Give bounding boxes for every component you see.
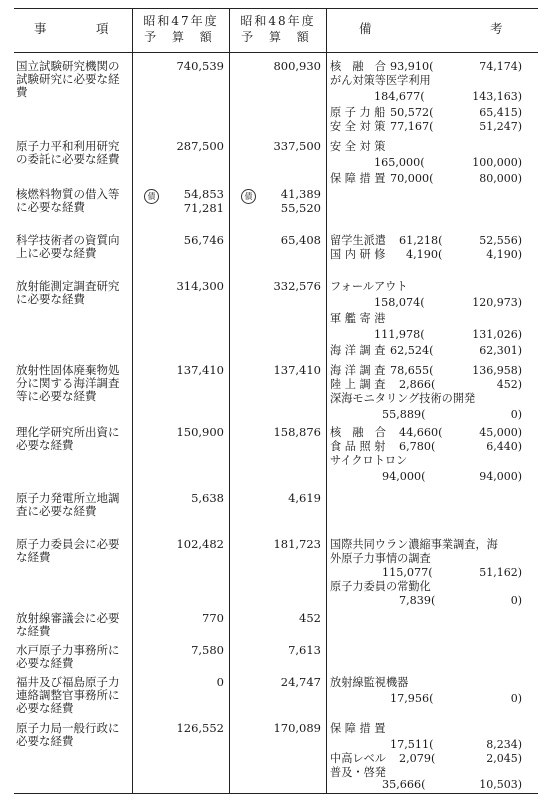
row-item: 水戸原子力事務所に必要な経費 xyxy=(16,643,120,670)
remark-prev: 51,247) xyxy=(479,120,522,133)
remark-value: 17,511( xyxy=(390,738,434,751)
fy47-amount: 54,853 xyxy=(183,187,224,201)
remark-value: 184,677( xyxy=(374,90,425,103)
remark-label: がん対策等医学利用 xyxy=(330,74,431,87)
row-item: 放射能測定調査研究に必要な経費 xyxy=(16,279,120,306)
header-fy48-line2: 予 算 額 xyxy=(241,30,315,44)
fy48-amount: 7,613 xyxy=(288,643,321,657)
fy48-amount: 800,930 xyxy=(273,59,321,73)
debt-seal-icon: 債 xyxy=(241,189,256,204)
remark-value: 158,074( xyxy=(374,296,425,309)
header-item: 事 項 xyxy=(34,21,112,36)
remark-prev: 8,234) xyxy=(486,738,522,751)
remark-label: 保 障 措 置 xyxy=(330,722,386,735)
fy47-amount: 150,900 xyxy=(176,425,224,439)
remark-label: サイクロトロン xyxy=(330,454,408,467)
remark-label: 保 障 措 置 xyxy=(330,172,386,185)
remark-value: 94,000( xyxy=(382,470,426,483)
remark-value: 7,839( xyxy=(399,594,436,607)
remark-value: 50,572( xyxy=(390,106,434,119)
fy48-amount: 4,619 xyxy=(288,491,321,505)
row-item: 原子力委員会に必要な経費 xyxy=(16,537,120,564)
remark-label: 軍 艦 寄 港 xyxy=(330,312,386,325)
remark-prev: 0) xyxy=(510,408,522,421)
remark-prev: 143,163) xyxy=(472,90,522,103)
remark-label: 国 内 研 修 xyxy=(330,248,386,261)
column-divider xyxy=(326,8,327,794)
remark-value: 35,666( xyxy=(382,778,426,791)
fy47-amount: 7,580 xyxy=(191,643,224,657)
header-fy47-line1: 昭和47年度 xyxy=(143,14,219,28)
fy48-amount: 158,876 xyxy=(273,425,321,439)
remark-value: 77,167( xyxy=(390,120,434,133)
remark-prev: 136,958) xyxy=(472,364,522,377)
fy47-amount: 5,638 xyxy=(191,491,224,505)
remark-value: 62,524( xyxy=(390,344,434,357)
row-item: 核燃料物質の借入等に必要な経費 xyxy=(16,187,120,214)
row-item: 福井及び福島原子力連絡調整官事務所に必要な経費 xyxy=(16,675,120,715)
remark-label: 安 全 対 策 xyxy=(330,120,386,133)
remark-value: 2,079( xyxy=(399,752,436,765)
remark-prev: 100,000) xyxy=(472,156,522,169)
remark-label: 海 洋 調 査 xyxy=(330,364,386,377)
header-fy47-line2: 予 算 額 xyxy=(144,30,218,44)
remark-label: 留学生派遣 xyxy=(330,234,386,247)
debt-seal-icon: 債 xyxy=(144,189,159,204)
fy48-amount: 452 xyxy=(299,611,321,625)
remark-label: 陸 上 調 査 xyxy=(330,378,386,391)
fy48-amount: 24,747 xyxy=(280,675,321,689)
fy47-amount: 287,500 xyxy=(176,139,224,153)
remark-value: 165,000( xyxy=(374,156,425,169)
remark-prev: 65,415) xyxy=(479,106,522,119)
row-item: 国立試験研究機関の試験研究に必要な経費 xyxy=(16,59,120,99)
remark-prev: 52,556) xyxy=(479,234,522,247)
remark-label: 深海モニタリング技術の開発 xyxy=(330,392,476,405)
header-bottom-border xyxy=(14,52,538,53)
fy47-amount: 0 xyxy=(216,675,224,689)
header-remarks-left: 備 xyxy=(359,21,372,36)
remark-label: 原子力委員の常勤化 xyxy=(330,580,431,593)
remark-value: 2,866( xyxy=(399,378,436,391)
column-divider xyxy=(132,8,133,794)
fy47-amount: 56,746 xyxy=(183,233,224,247)
remark-value: 55,889( xyxy=(382,408,426,421)
remark-label: 核 融 合 xyxy=(330,426,386,439)
fy48-amount: 337,500 xyxy=(273,139,321,153)
fy47-amount: 71,281 xyxy=(183,201,224,215)
remark-label: 中高レベル xyxy=(330,752,386,765)
remark-label: 普及・啓発 xyxy=(330,766,386,779)
remark-value: 111,978( xyxy=(374,328,425,341)
fy48-amount: 65,408 xyxy=(280,233,321,247)
fy48-amount: 170,089 xyxy=(273,721,321,735)
row-item: 原子力局一般行政に必要な経費 xyxy=(16,721,120,748)
remark-label: 原 子 力 船 xyxy=(330,106,386,119)
budget-table xyxy=(14,8,538,794)
fy48-amount: 41,389 xyxy=(280,187,321,201)
remark-prev: 62,301) xyxy=(479,344,522,357)
remark-prev: 2,045) xyxy=(486,752,522,765)
fy47-amount: 770 xyxy=(202,611,224,625)
remark-prev: 0) xyxy=(510,594,522,607)
header-remarks-right: 考 xyxy=(490,21,503,36)
remark-value: 78,655( xyxy=(390,364,434,377)
row-item: 原子力発電所立地調査に必要な経費 xyxy=(16,491,120,518)
header-fy48-line1: 昭和48年度 xyxy=(240,14,316,28)
remark-prev: 120,973) xyxy=(472,296,522,309)
remark-label: 放射線監視機器 xyxy=(330,676,409,689)
row-item: 放射性固体廃棄物処分に関する海洋調査等に必要な経費 xyxy=(16,363,120,403)
row-item: 理化学研究所出資に必要な経費 xyxy=(16,425,120,452)
remark-label: 核 融 合 xyxy=(330,60,386,73)
remark-value: 4,190( xyxy=(406,248,443,261)
table-bottom-border xyxy=(14,793,538,794)
remark-value: 44,660( xyxy=(399,426,443,439)
remark-label: 安 全 対 策 xyxy=(330,140,386,153)
remark-prev: 74,174) xyxy=(479,60,522,73)
fy47-amount: 126,552 xyxy=(176,721,224,735)
fy47-amount: 102,482 xyxy=(176,537,224,551)
row-item: 原子力平和利用研究の委託に必要な経費 xyxy=(16,139,120,166)
fy48-amount: 332,576 xyxy=(273,279,321,293)
fy47-amount: 137,410 xyxy=(176,363,224,377)
remark-prev: 6,440) xyxy=(486,440,522,453)
column-divider xyxy=(229,8,230,794)
remark-label: 食 品 照 射 xyxy=(330,440,386,453)
remark-prev: 10,503) xyxy=(479,778,522,791)
remark-prev: 4,190) xyxy=(486,248,522,261)
remark-prev: 0) xyxy=(510,692,522,705)
fy47-amount: 314,300 xyxy=(176,279,224,293)
fy48-amount: 55,520 xyxy=(280,201,321,215)
remark-value: 115,077( xyxy=(382,566,433,579)
remark-prev: 80,000) xyxy=(479,172,522,185)
remark-label: 海 洋 調 査 xyxy=(330,344,386,357)
remark-prev: 94,000) xyxy=(479,470,522,483)
row-item: 放射線審議会に必要な経費 xyxy=(16,611,120,638)
remark-label: 国際共同ウラン濃縮事業調査，海 xyxy=(330,538,498,551)
remark-label: フォールアウト xyxy=(330,280,408,293)
row-item: 科学技術者の資質向上に必要な経費 xyxy=(16,233,120,260)
remark-value: 70,000( xyxy=(390,172,434,185)
remark-prev: 452) xyxy=(496,378,522,391)
remark-value: 6,780( xyxy=(399,440,436,453)
remark-prev: 51,162) xyxy=(479,566,522,579)
fy48-amount: 181,723 xyxy=(273,537,321,551)
fy48-amount: 137,410 xyxy=(273,363,321,377)
remark-label: 外原子力事情の調査 xyxy=(330,552,431,565)
remark-value: 93,910( xyxy=(390,60,434,73)
table-top-border xyxy=(14,8,538,9)
fy47-amount: 740,539 xyxy=(176,59,224,73)
remark-value: 17,956( xyxy=(390,692,434,705)
remark-prev: 131,026) xyxy=(472,328,522,341)
remark-prev: 45,000) xyxy=(479,426,522,439)
remark-value: 61,218( xyxy=(399,234,443,247)
